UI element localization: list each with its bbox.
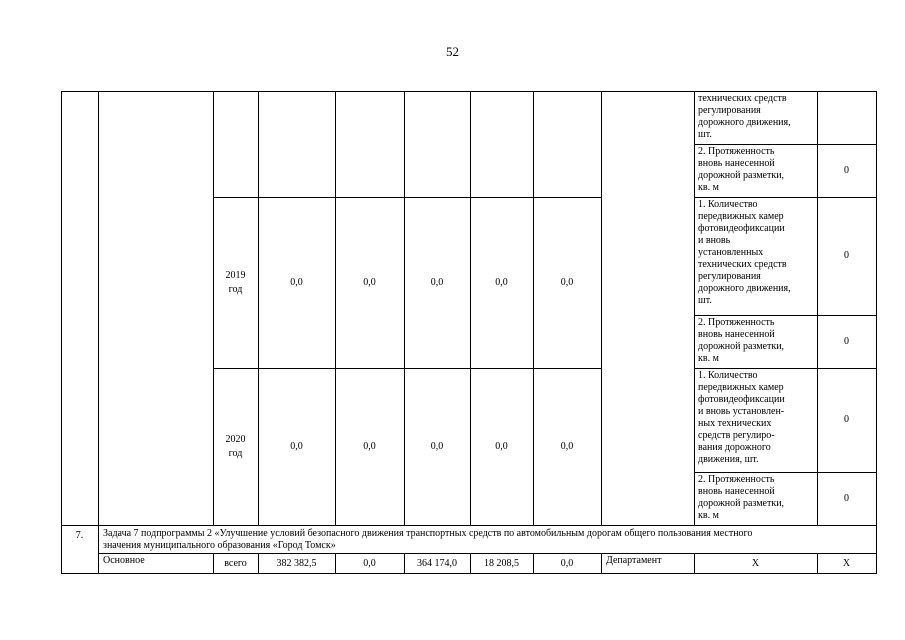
indicator-cell: Х — [751, 558, 760, 569]
row-divider — [694, 315, 876, 316]
value-cell: 0,0 — [290, 277, 303, 288]
value-cell: 0,0 — [290, 441, 303, 452]
indicator-line: технических средств — [698, 93, 787, 104]
value-cell: 0,0 — [560, 441, 574, 452]
row-divider — [694, 472, 876, 473]
row-divider — [213, 368, 601, 369]
value-cell: 364 174,0 — [417, 558, 457, 569]
value-cell: 0,0 — [495, 277, 508, 288]
value-cell: 0,0 — [560, 558, 574, 569]
indicator-cell — [698, 93, 816, 141]
indicator-cell — [698, 199, 816, 307]
period-cell: всего — [224, 558, 247, 569]
indicator-line: шт. — [698, 295, 712, 306]
col-divider — [817, 91, 818, 525]
value-cell: 0,0 — [430, 277, 444, 288]
task-title-line: значения муниципального образования «Город Томск» — [103, 540, 336, 551]
indicator-line: кв. м — [698, 510, 719, 521]
indicator-line: дорожной разметки, — [698, 341, 785, 352]
indicator-cell — [698, 317, 816, 365]
col-divider — [98, 525, 99, 574]
col-divider — [601, 553, 602, 574]
indicator-value: 0 — [844, 493, 849, 504]
indicator-line: регулирования — [698, 271, 761, 282]
indicator-value: 0 — [844, 414, 849, 425]
indicator-line: движения, шт. — [698, 454, 759, 465]
indicator-line: средств регулиро- — [698, 430, 775, 441]
value-cell: 0,0 — [363, 441, 376, 452]
indicator-line: дорожной разметки, — [698, 498, 785, 509]
year-unit: год — [228, 284, 243, 295]
indicator-line: 2. Протяженность — [698, 317, 775, 328]
task-title — [103, 528, 875, 552]
row-divider — [694, 368, 876, 369]
col-divider — [258, 91, 259, 525]
row-divider — [213, 197, 601, 198]
row-divider — [98, 553, 877, 554]
indicator-line: и вновь — [698, 235, 731, 246]
value-cell: 0,0 — [560, 277, 574, 288]
indicator-line: фотовидеофиксации — [698, 223, 785, 234]
table-bottom-border — [61, 573, 877, 574]
value-cell: 382 382,5 — [276, 558, 317, 569]
value-cell: 18 208,5 — [484, 558, 519, 569]
indicator-line: вания дорожного — [698, 442, 771, 453]
indicator-line: и вновь установлен- — [698, 406, 785, 417]
row-divider — [61, 525, 877, 526]
year-label: 2019 — [225, 270, 246, 281]
indicator-line: передвижных камер — [698, 382, 784, 393]
indicator-line: ных технических — [698, 418, 772, 429]
executor-cell: Департамент — [606, 555, 662, 566]
row-divider — [694, 144, 876, 145]
year-label: 2020 — [225, 434, 246, 445]
year-unit: год — [228, 448, 243, 459]
indicator-line: дорожного движения, — [698, 283, 791, 294]
indicator-line: 1. Количество — [698, 370, 758, 381]
value-cell: 0,0 — [363, 558, 376, 569]
indicator-line: кв. м — [698, 182, 719, 193]
indicator-value: Х — [842, 558, 851, 569]
indicator-line: вновь нанесенной — [698, 329, 775, 340]
indicator-value: 0 — [844, 165, 849, 176]
col-divider — [601, 91, 602, 525]
indicator-line: регулирования — [698, 105, 761, 116]
col-divider — [335, 91, 336, 525]
table-left-border — [61, 91, 62, 574]
indicator-line: дорожной разметки, — [698, 170, 785, 181]
indicator-line: шт. — [698, 129, 712, 140]
table-top-border — [61, 91, 877, 92]
indicator-line: 2. Протяженность — [698, 146, 775, 157]
table-right-border — [876, 91, 877, 574]
page-number: 52 — [446, 44, 459, 59]
measure-name: Основное — [103, 555, 145, 566]
indicator-cell — [698, 146, 816, 194]
col-divider — [98, 91, 99, 525]
col-divider — [533, 91, 534, 525]
indicator-line: передвижных камер — [698, 211, 784, 222]
indicator-line: вновь нанесенной — [698, 158, 775, 169]
indicator-line: технических средств — [698, 259, 787, 270]
value-cell: 0,0 — [430, 441, 444, 452]
indicator-line: 2. Протяженность — [698, 474, 775, 485]
indicator-line: установленных — [698, 247, 764, 258]
indicator-value: 0 — [844, 250, 849, 261]
row-divider — [694, 197, 876, 198]
task-title-line: Задача 7 подпрограммы 2 «Улучшение условий безопасного движения транспортных средств по автомобильным дорогам общего пользования местного — [103, 528, 753, 539]
indicator-cell — [698, 474, 816, 522]
indicator-line: кв. м — [698, 353, 719, 364]
indicator-line: фотовидеофиксации — [698, 394, 785, 405]
indicator-line: вновь нанесенной — [698, 486, 775, 497]
value-cell: 0,0 — [495, 441, 508, 452]
col-divider — [470, 91, 471, 525]
col-divider — [404, 91, 405, 525]
col-divider — [694, 91, 695, 525]
indicator-cell — [698, 370, 816, 466]
indicator-line: дорожного движения, — [698, 117, 791, 128]
indicator-line: 1. Количество — [698, 199, 758, 210]
row-number: 7. — [75, 530, 84, 541]
indicator-value: 0 — [844, 336, 849, 347]
value-cell: 0,0 — [363, 277, 376, 288]
